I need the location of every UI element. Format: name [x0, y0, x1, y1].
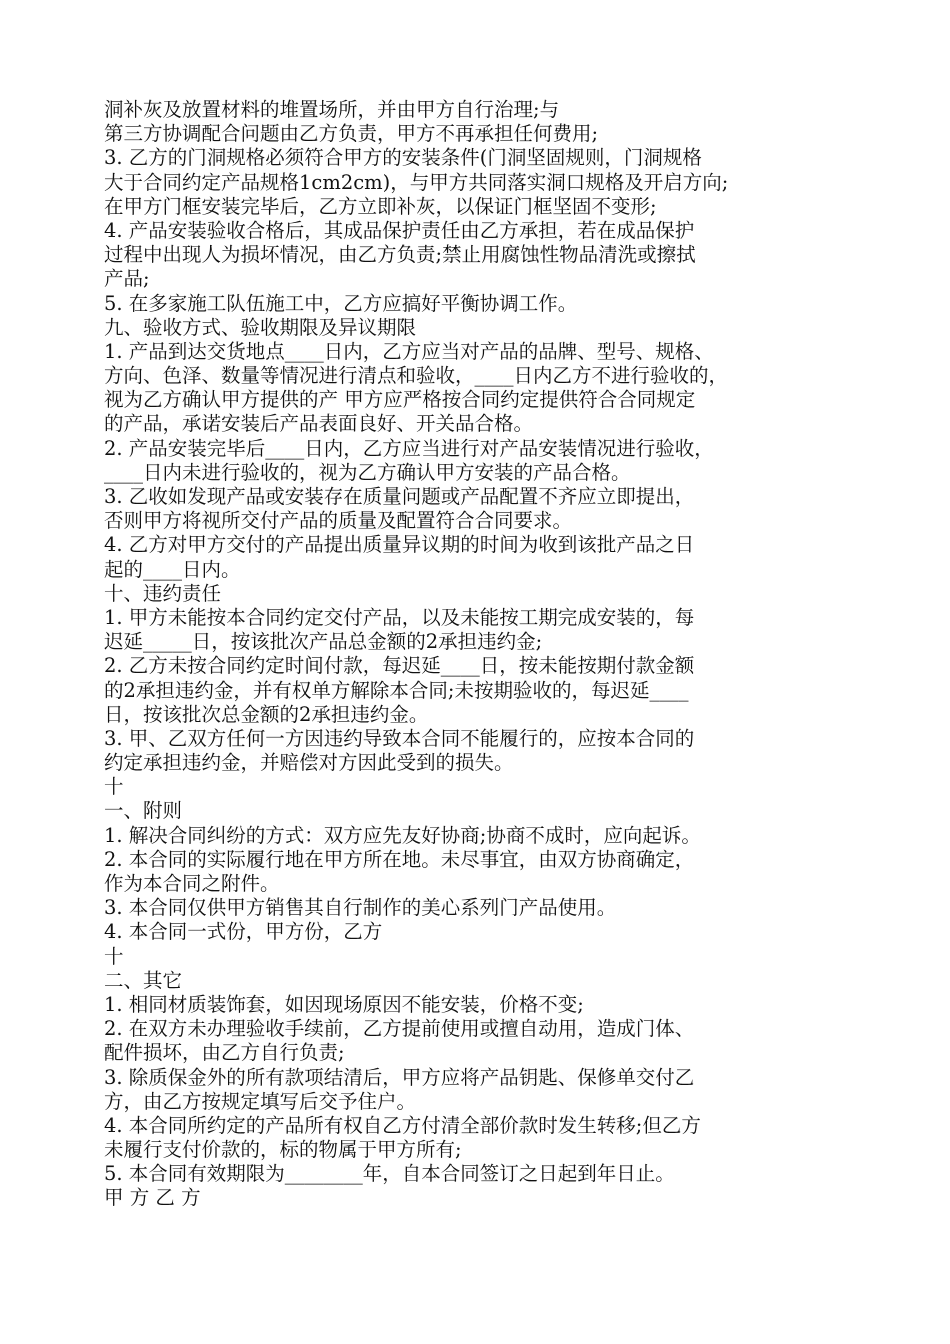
section-heading: 一、附则 [104, 799, 183, 823]
text-line: 2. 本合同的实际履行地在甲方所在地。未尽事宜，由双方协商确定， [104, 847, 695, 871]
text-line: 3. 本合同仅供甲方销售其自行制作的美心系列门产品使用。 [104, 896, 617, 920]
text-line: 配件损坏，由乙方自行负责; [104, 1041, 345, 1065]
text-line: 2. 乙方未按合同约定时间付款，每迟延____日，按未能按期付款金额 [104, 654, 695, 678]
text-line: 方向、色泽、数量等情况进行清点和验收，____日内乙方不进行验收的， [104, 364, 729, 388]
text-line: 第三方协调配合问题由乙方负责，甲方不再承担任何费用; [104, 122, 599, 146]
text-line: 未履行支付价款的，标的物属于甲方所有; [104, 1138, 462, 1162]
text-line: 方，由乙方按规定填写后交予住户。 [104, 1089, 417, 1113]
section-heading: 十 [104, 944, 124, 968]
text-line: 迟延_____日，按该批次产品总金额的2承担违约金; [104, 630, 543, 654]
text-line: 3. 乙收如发现产品或安装存在质量问题或产品配置不齐应立即提出， [104, 485, 695, 508]
text-line: 3. 除质保金外的所有款项结清后，甲方应将产品钥匙、保修单交付乙 [104, 1065, 695, 1089]
text-line: 的产品，承诺安装后产品表面良好、开关品合格。 [104, 412, 534, 436]
text-line: 3. 乙方的门洞规格必须符合甲方的安装条件(门洞坚固规则，门洞规格 [104, 146, 702, 170]
text-line: 1. 相同材质装饰套，如因现场原因不能安装，价格不变; [104, 992, 584, 1016]
text-line: 过程中出现人为损坏情况，由乙方负责;禁止用腐蚀性物品清洗或擦拭 [104, 243, 696, 267]
section-heading: 九、验收方式、验收期限及异议期限 [104, 315, 417, 339]
section-heading: 二、其它 [104, 968, 183, 992]
text-line: 1. 甲方未能按本合同约定交付产品，以及未能按工期完成安装的，每 [104, 605, 695, 629]
text-line: 日，按该批次总金额的2承担违约金。 [104, 702, 429, 726]
text-line: 5. 在多家施工队伍施工中，乙方应搞好平衡协调工作。 [104, 291, 578, 315]
document-body [104, 98, 864, 1211]
text-line: 产品; [104, 267, 150, 291]
text-line: 2. 在双方未办理验收手续前，乙方提前使用或擅自动用，造成门体、 [104, 1017, 695, 1041]
text-line: 否则甲方将视所交付产品的质量及配置符合合同要求。 [104, 509, 573, 533]
text-line: 作为本合同之附件。 [104, 872, 280, 895]
text-line: 大于合同约定产品规格1cm2cm)，与甲方共同落实洞口规格及开启方向; [104, 170, 729, 194]
text-line: 4. 本合同所约定的产品所有权自乙方付清全部价款时发生转移;但乙方 [104, 1113, 701, 1137]
signature-line: 甲 方 乙 方 [104, 1186, 201, 1210]
text-line: 约定承担违约金，并赔偿对方因此受到的损失。 [104, 751, 514, 775]
section-heading: 十 [104, 775, 124, 799]
text-line: 4. 产品安装验收合格后，其成品保护责任由乙方承担，若在成品保护 [104, 218, 695, 242]
text-line: 1. 产品到达交货地点____日内，乙方应当对产品的品牌、型号、规格、 [104, 339, 714, 363]
text-line: 4. 乙方对甲方交付的产品提出质量异议期的时间为收到该批产品之日 [104, 533, 695, 557]
text-line: 1. 解决合同纠纷的方式：双方应先友好协商;协商不成时，应向起诉。 [104, 823, 701, 847]
text-line: 在甲方门框安装完毕后，乙方立即补灰，以保证门框坚固不变形; [104, 194, 657, 218]
text-line: 洞补灰及放置材料的堆置场所，并由甲方自行治理;与 [104, 98, 560, 121]
text-line: 的2承担违约金，并有权单方解除本合同;未按期验收的，每迟延____ [104, 678, 689, 702]
text-line: 5. 本合同有效期限为________年，自本合同签订之日起到年日止。 [104, 1162, 675, 1186]
text-line: 视为乙方确认甲方提供的产 甲方应严格按合同约定提供符合合同规定 [104, 388, 696, 412]
text-line: 3. 甲、乙双方任何一方因违约导致本合同不能履行的，应按本合同的 [104, 726, 695, 750]
text-line: 4. 本合同一式份，甲方份，乙方 [104, 920, 383, 944]
text-line: 起的____日内。 [104, 557, 241, 581]
section-heading: 十、违约责任 [104, 581, 222, 605]
text-line: ____日内未进行验收的，视为乙方确认甲方安装的产品合格。 [104, 460, 631, 484]
text-line: 2. 产品安装完毕后____日内，乙方应当进行对产品安装情况进行验收， [104, 436, 714, 460]
